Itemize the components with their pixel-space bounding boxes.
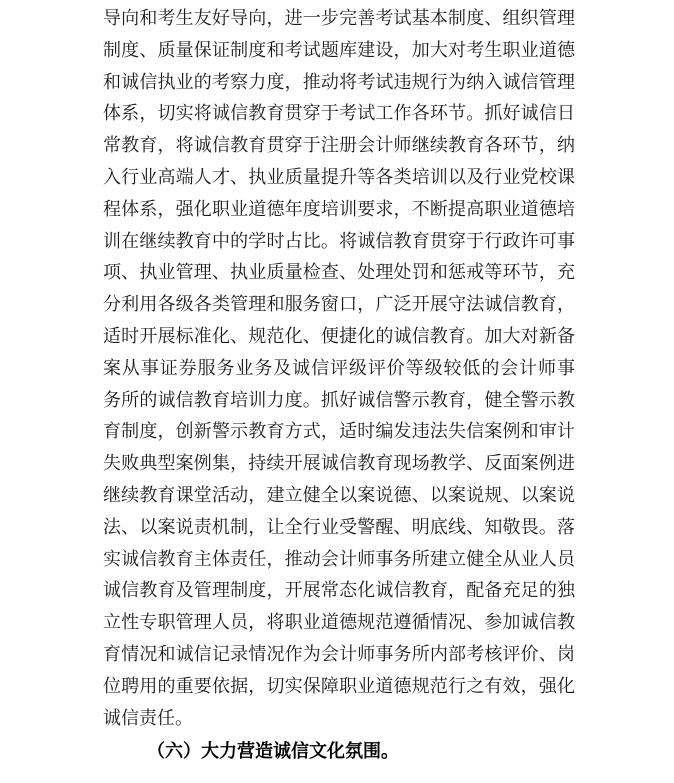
paragraph-line: 项、执业管理、执业质量检查、处理处罚和惩戒等环节，充 <box>103 262 575 284</box>
paragraph-line: 常教育，将诚信教育贯穿于注册会计师继续教育各环节，纳 <box>103 135 575 157</box>
body-paragraph <box>103 3 575 734</box>
paragraph-line: 适时开展标准化、规范化、便捷化的诚信教育。加大对新备 <box>103 325 575 347</box>
paragraph-line: 诚信教育及管理制度，开展常态化诚信教育，配备充足的独 <box>103 580 575 602</box>
paragraph-line: 训在继续教育中的学时占比。将诚信教育贯穿于行政许可事 <box>103 230 575 252</box>
paragraph-line: 育情况和诚信记录情况作为会计师事务所内部考核评价、岗 <box>103 643 575 665</box>
section-heading: （六）大力营造诚信文化氛围。 <box>147 741 399 762</box>
paragraph-line: 和诚信执业的考察力度，推动将考试违规行为纳入诚信管理 <box>103 71 575 93</box>
paragraph-line: 制度、质量保证制度和考试题库建设，加大对考生职业道德 <box>103 39 575 61</box>
paragraph-line: 位聘用的重要依据，切实保障职业道德规范行之有效，强化 <box>103 675 575 697</box>
paragraph-line: 法、以案说责机制，让全行业受警醒、明底线、知敬畏。落 <box>103 516 575 538</box>
paragraph-line: 体系，切实将诚信教育贯穿于考试工作各环节。抓好诚信日 <box>103 103 575 125</box>
paragraph-line: 入行业高端人才、执业质量提升等各类培训以及行业党校课 <box>103 166 575 188</box>
paragraph-line: 务所的诚信教育培训力度。抓好诚信警示教育，健全警示教 <box>103 389 575 411</box>
paragraph-line: 立性专职管理人员，将职业道德规范遵循情况、参加诚信教 <box>103 612 575 634</box>
paragraph-line: 导向和考生友好导向，进一步完善考试基本制度、组织管理 <box>103 8 575 29</box>
paragraph-line: 程体系，强化职业道德年度培训要求，不断提高职业道德培 <box>103 198 575 220</box>
paragraph-line: 育制度，创新警示教育方式，适时编发违法失信案例和审计 <box>103 421 575 443</box>
paragraph-line: 案从事证券服务业务及诚信评级评价等级较低的会计师事 <box>103 357 575 379</box>
paragraph-line: 继续教育课堂活动，建立健全以案说德、以案说规、以案说 <box>103 484 575 506</box>
paragraph-line: 实诚信教育主体责任，推动会计师事务所建立健全从业人员 <box>103 548 575 570</box>
paragraph-line: 分利用各级各类管理和服务窗口，广泛开展守法诚信教育， <box>103 294 575 316</box>
paragraph-line: 诚信责任。 <box>103 707 193 729</box>
paragraph-line: 失败典型案例集，持续开展诚信教育现场教学、反面案例进 <box>103 453 575 475</box>
